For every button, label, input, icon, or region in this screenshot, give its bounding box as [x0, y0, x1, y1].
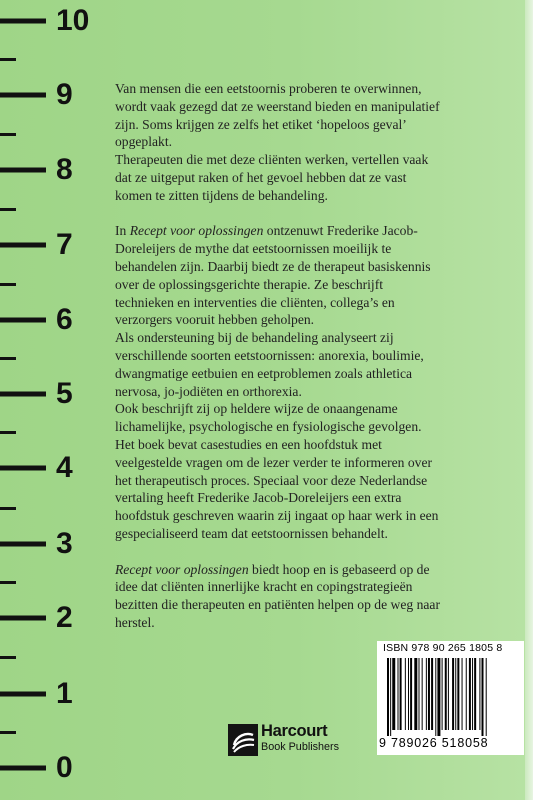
barcode-bar	[400, 658, 402, 730]
ruler-number: 3	[56, 527, 73, 560]
barcode-bar	[437, 658, 440, 736]
barcode-bar	[466, 658, 467, 730]
ruler-tick-10	[0, 1, 110, 41]
page-edge	[525, 0, 533, 800]
ruler-tick-3	[0, 524, 110, 564]
barcode-bar	[462, 658, 463, 730]
harcourt-emblem-icon	[228, 724, 258, 756]
ruler-minor-mark	[0, 283, 16, 286]
ruler-tick-9	[0, 75, 110, 115]
barcode-bar	[455, 658, 456, 730]
ruler-minor-mark	[0, 208, 16, 211]
ruler-minor-mark	[0, 357, 16, 360]
barcode-bar	[479, 658, 480, 730]
book-title: Recept voor oplossingen	[115, 561, 249, 577]
barcode-bar	[422, 658, 423, 730]
ruler-number: 5	[56, 377, 73, 410]
ruler-mark	[0, 168, 46, 173]
ruler-mark	[0, 93, 46, 98]
blurb-paragraph: Van mensen die een eetstoornis proberen te overwinnen, wordt vaak gezegd dat ze weerstand bieden en manipulatief zijn. Soms krijgen ze zelfs het etiket ‘hopeloos geval’ opgeplakt.	[115, 81, 440, 150]
barcode-bar	[469, 658, 471, 730]
ruler-mark	[0, 466, 46, 471]
isbn-barcode	[377, 641, 524, 755]
barcode-bar	[431, 658, 433, 730]
ruler-minor-mark	[0, 133, 16, 136]
blurb-paragraph: Als ondersteuning bij de behandeling analyseert zij verschillende soorten eetstoornissen: anorexia, boulimie, dwangmatige eetbuien en eetproblemen zoals athletica nervosa, jo-jodiëten en orthorexia.	[115, 330, 424, 399]
ruler-minor-mark	[0, 507, 16, 510]
ruler-tick-0	[0, 748, 110, 788]
ean-number: 9 789026 518058	[379, 736, 489, 750]
barcode-bar	[405, 658, 406, 730]
ruler-minor-mark	[0, 58, 16, 61]
ruler-minor-mark	[0, 656, 16, 659]
barcode-bar	[428, 658, 430, 730]
blurb-text: ontzenuwt Frederike Jacob-Doreleijers de mythe dat eetstoornissen moeilijk te behandelen zijn. Daarbij biedt ze de therapeut basiskennis over de oplossingsgerichte therapie. Ze beschrijft technieken en interventies die cliënten, collega’s en verzorgers vooruit hebben geholpen.	[115, 223, 431, 328]
ruler-number: 0	[56, 751, 73, 784]
barcode-bars	[387, 658, 515, 736]
barcode-bar	[408, 658, 409, 730]
ruler-mark	[0, 392, 46, 397]
ruler-number: 1	[56, 677, 73, 710]
ruler-number: 9	[56, 78, 73, 111]
barcode-bar	[410, 658, 412, 730]
blurb-paragraph	[115, 222, 445, 329]
barcode-bar	[390, 658, 391, 736]
publisher-name: Harcourt	[261, 722, 328, 740]
blurb-paragraph: Het boek bevat casestudies en een hoofdstuk met veelgestelde vragen om de lezer verder te informeren over het therapeutisch proces. Speciaal voor deze Nederlandse vertaling heeft Frederike Jacob-Doreleijers een extra hoofdstuk geschreven waarin zij ingaat op haar werk in een gespecialiseerd team dat eetstoornissen behandelt.	[115, 436, 439, 541]
book-title: Recept voor oplossingen	[129, 223, 264, 239]
blurb-text: biedt hoop en is gebaseerd op de idee dat cliënten innerlijke kracht en copingstrategieën bezitten die therapeuten en patiënten helpen op de weg naar herstel.	[115, 561, 440, 630]
publisher-logo	[228, 724, 348, 756]
ruler-tick-4	[0, 448, 110, 488]
ruler-tick-8	[0, 150, 110, 190]
ruler-number: 2	[56, 601, 73, 634]
ruler-number: 4	[56, 451, 73, 484]
barcode-bar	[435, 658, 436, 736]
ruler-number: 7	[56, 228, 73, 261]
ruler-mark	[0, 692, 46, 697]
barcode-bar	[445, 658, 447, 730]
ruler-mark	[0, 243, 46, 248]
barcode-bar	[414, 658, 417, 730]
ruler-mark	[0, 318, 46, 323]
barcode-bar	[392, 658, 395, 730]
back-cover-blurb	[115, 80, 445, 632]
blurb-text: In	[115, 223, 130, 239]
barcode-bar	[442, 658, 443, 730]
barcode-bar	[472, 658, 473, 730]
ruler-tick-7	[0, 225, 110, 265]
ruler-minor-mark	[0, 581, 16, 584]
ruler-mark	[0, 542, 46, 547]
blurb-paragraph: Ook beschrijft zij op heldere wijze de onaangename lichamelijke, psychologische en fysiologische gevolgen.	[115, 401, 422, 435]
isbn-number: ISBN 978 90 265 1805 8	[383, 642, 503, 654]
ruler-tick-5	[0, 374, 110, 414]
ruler-mark	[0, 19, 46, 24]
measuring-ruler	[0, 0, 110, 800]
ruler-number: 6	[56, 303, 73, 336]
barcode-bar	[426, 658, 427, 730]
publisher-tagline: Book Publishers	[261, 741, 340, 753]
barcode-bar	[398, 658, 399, 730]
blurb-paragraph	[115, 561, 445, 632]
ruler-tick-6	[0, 300, 110, 340]
ruler-minor-mark	[0, 431, 16, 434]
barcode-bar	[482, 658, 484, 736]
barcode-bar	[474, 658, 476, 730]
barcode-bar	[457, 658, 459, 730]
ruler-mark	[0, 616, 46, 621]
ruler-number: 10	[56, 4, 90, 37]
barcode-bar	[448, 658, 449, 730]
ruler-minor-mark	[0, 731, 16, 734]
barcode-bar	[419, 658, 420, 730]
ruler-mark	[0, 766, 46, 771]
blurb-paragraph: Therapeuten die met deze cliënten werken, vertellen vaak dat ze uitgeput raken of het gevoel hebben dat ze vast komen te zitten tijdens de behandeling.	[115, 152, 429, 203]
ruler-tick-2	[0, 598, 110, 638]
barcode-bar	[452, 658, 454, 730]
barcode-bar	[486, 658, 487, 736]
ruler-tick-1	[0, 674, 110, 714]
ruler-number: 8	[56, 153, 73, 186]
barcode-bar	[387, 658, 389, 736]
